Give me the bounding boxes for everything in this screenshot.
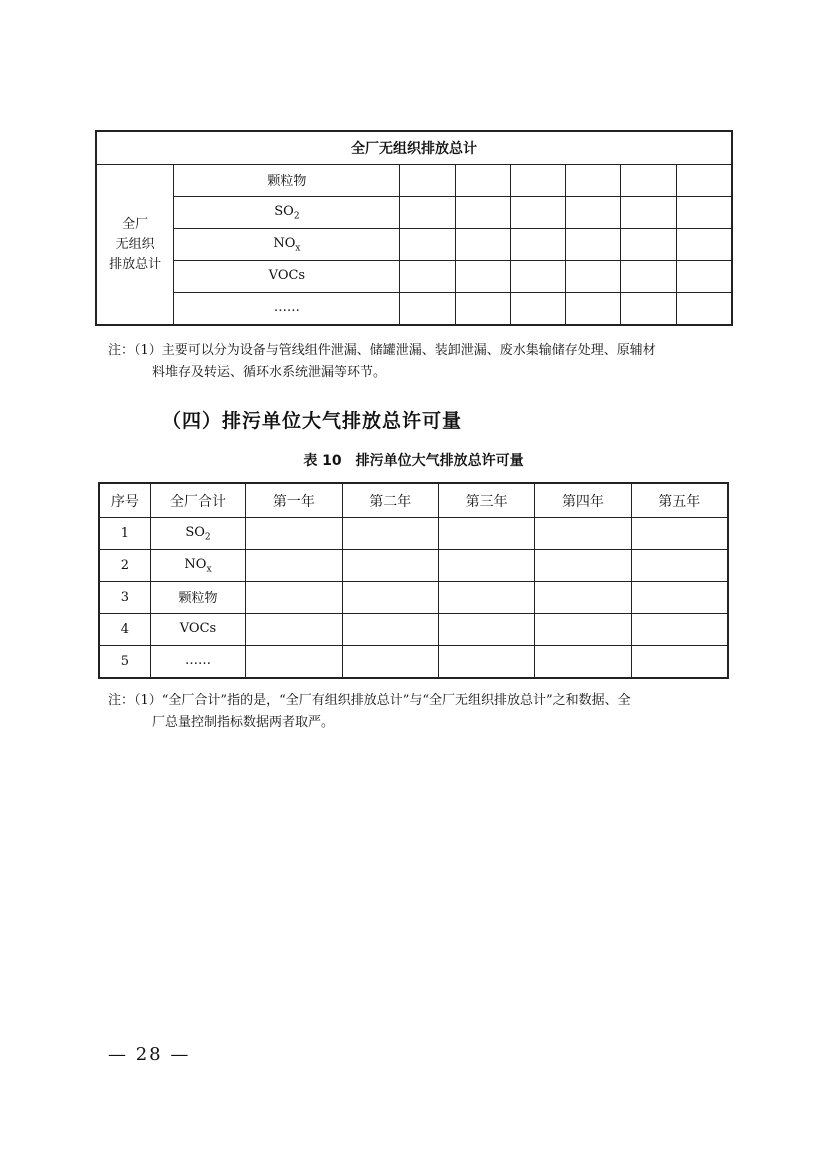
table-cell	[621, 229, 676, 261]
pollutant-label: ……	[174, 293, 400, 326]
table-cell	[566, 229, 621, 261]
table-note	[108, 340, 738, 384]
column-header: 序号	[99, 483, 150, 518]
side-label-line: 排放总计	[109, 256, 162, 272]
table-cell	[621, 261, 676, 293]
table-cell	[510, 197, 565, 229]
table-cell	[535, 646, 631, 679]
row-seq: 5	[99, 646, 150, 679]
row-item: VOCs	[150, 614, 246, 646]
table-title: 全厂无组织排放总计	[96, 131, 732, 165]
table-row	[99, 582, 728, 614]
table-cell	[342, 582, 438, 614]
table-cell	[676, 165, 732, 197]
row-item: $SO_2$	[150, 518, 246, 550]
table-cell	[535, 518, 631, 550]
table-cell	[566, 293, 621, 326]
table-cell	[566, 165, 621, 197]
table-cell	[400, 165, 455, 197]
row-item: ……	[150, 646, 246, 679]
table-cell	[246, 550, 342, 582]
table-cell	[400, 293, 455, 326]
table-cell	[631, 646, 728, 679]
pollutant-label: $SO_2$	[174, 197, 400, 229]
table-cell	[400, 229, 455, 261]
table-cell	[400, 197, 455, 229]
pollutant-label: VOCs	[174, 261, 400, 293]
side-label-line: 全厂	[122, 216, 149, 232]
permitted-emission-table	[98, 482, 729, 679]
row-seq: 2	[99, 550, 150, 582]
table-note	[108, 690, 738, 734]
column-header: 第三年	[438, 483, 534, 518]
table-row	[99, 518, 728, 550]
table-cell	[342, 550, 438, 582]
table-cell	[400, 261, 455, 293]
table-cell	[510, 293, 565, 326]
row-item: 颗粒物	[150, 582, 246, 614]
table-cell	[535, 614, 631, 646]
side-label-line: 无组织	[115, 236, 155, 252]
table-cell	[621, 197, 676, 229]
table-cell	[631, 582, 728, 614]
table-cell	[455, 229, 510, 261]
table-cell	[438, 582, 534, 614]
table-cell	[438, 550, 534, 582]
table-cell	[566, 197, 621, 229]
table-caption: 表 10 排污单位大气排放总许可量	[303, 453, 524, 469]
table-cell	[455, 261, 510, 293]
table-cell	[676, 197, 732, 229]
note-line: 注：（1）主要可以分为设备与管线组件泄漏、储罐泄漏、装卸泄漏、废水集输储存处理、原辅材	[108, 343, 656, 358]
table-cell	[342, 646, 438, 679]
table-cell	[438, 518, 534, 550]
table-cell	[455, 197, 510, 229]
table-cell	[676, 261, 732, 293]
table-cell	[455, 165, 510, 197]
column-header: 第二年	[342, 483, 438, 518]
table-row	[99, 646, 728, 679]
column-header: 全厂合计	[150, 483, 246, 518]
row-seq: 1	[99, 518, 150, 550]
column-header: 第一年	[246, 483, 342, 518]
table-cell	[621, 293, 676, 326]
row-item: $NO_x$	[150, 550, 246, 582]
table-cell	[535, 582, 631, 614]
note-line: 厂总量控制指标数据两者取严。	[152, 715, 335, 730]
table-cell	[631, 550, 728, 582]
table-cell	[631, 614, 728, 646]
note-line: 料堆存及转运、循环水系统泄漏等环节。	[152, 365, 387, 380]
table-cell	[246, 582, 342, 614]
note-line: 注：（1）“全厂合计”指的是，“全厂有组织排放总计”与“全厂无组织排放总计”之和数据、全	[108, 693, 631, 708]
table-cell	[455, 293, 510, 326]
pollutant-label: 颗粒物	[174, 165, 400, 197]
table-cell	[621, 165, 676, 197]
table-cell	[342, 614, 438, 646]
table-cell	[631, 518, 728, 550]
column-header: 第四年	[535, 483, 631, 518]
table-cell	[510, 229, 565, 261]
table-cell	[438, 614, 534, 646]
fugitive-emission-table	[95, 130, 733, 326]
table-cell	[566, 261, 621, 293]
section-heading: （四）排污单位大气排放总许可量	[162, 410, 463, 432]
table-cell	[246, 646, 342, 679]
table-cell	[535, 550, 631, 582]
table-cell	[246, 518, 342, 550]
page-number: — 28 —	[108, 1044, 191, 1065]
table-cell	[246, 614, 342, 646]
pollutant-label: $NO_x$	[174, 229, 400, 261]
row-seq: 4	[99, 614, 150, 646]
table-cell	[438, 646, 534, 679]
table-row	[99, 550, 728, 582]
table-cell	[510, 261, 565, 293]
row-seq: 3	[99, 582, 150, 614]
table-cell	[342, 518, 438, 550]
table-cell	[676, 293, 732, 326]
table-cell	[676, 229, 732, 261]
table-cell	[510, 165, 565, 197]
side-label	[96, 165, 174, 326]
column-header: 第五年	[631, 483, 728, 518]
table-row	[99, 614, 728, 646]
